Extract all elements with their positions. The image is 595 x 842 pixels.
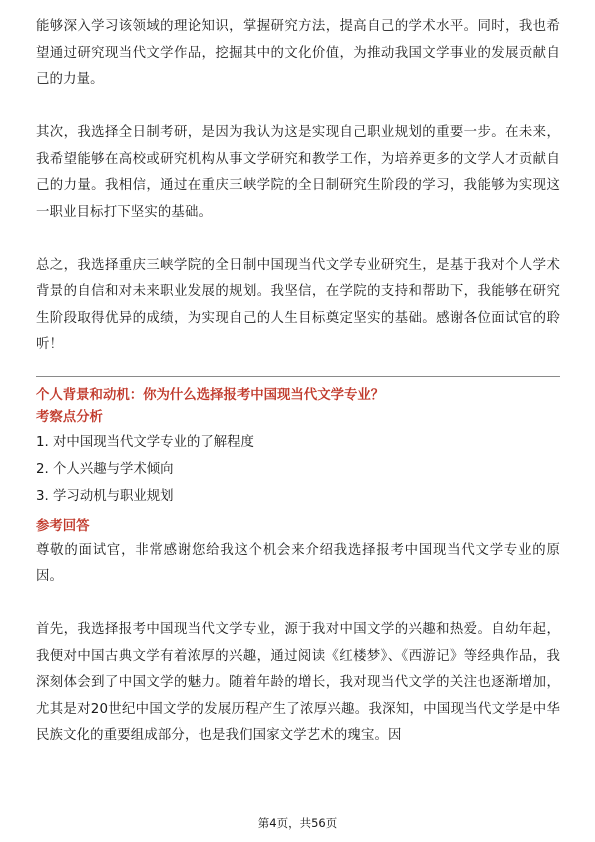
question-title: 个人背景和动机：你为什么选择报考中国现当代文学专业？ xyxy=(36,387,385,403)
paragraph-gap xyxy=(36,226,560,253)
answer-paragraph: 尊敬的面试官，非常感谢您给我这个机会来介绍我选择报考中国现当代文学专业的原因。 xyxy=(36,542,560,584)
page-footer: 第4页，共56页 xyxy=(257,816,338,830)
body-paragraph: 总之，我选择重庆三峡学院的全日制中国现当代文学专业研究生，是基于我对个人学术背景的自信和对未来职业发展的规划。我坚信，在学院的支持和帮助下，我能够在研究生阶段取得优异的成绩，为实现自己的人生目标奠定坚实的基础。感谢各位面试官的聆听！ xyxy=(36,257,560,352)
answer-heading: 参考回答 xyxy=(36,518,90,534)
list-item: 1. 对中国现当代文学专业的了解程度 xyxy=(36,434,254,450)
analysis-heading: 考察点分析 xyxy=(36,409,103,425)
body-paragraph: 其次，我选择全日制考研，是因为我认为这是实现自己职业规划的重要一步。在未来，我希望能够在高校或研究机构从事文学研究和教学工作，为培养更多的文学人才贡献自己的力量。我相信，通过在重庆三峡学院的全日制研究生阶段的学习，我能够为实现这一职业目标打下坚实的基础。 xyxy=(36,125,560,220)
analysis-list xyxy=(36,429,560,510)
document-page xyxy=(36,14,560,750)
answer-paragraph: 首先，我选择报考中国现当代文学专业，源于我对中国文学的兴趣和热爱。自幼年起，我便对中国古典文学有着浓厚的兴趣，通过阅读《红楼梦》、《西游记》等经典作品，我深刻体会到了中国文学的魅力。随着年龄的增长，我对现当代文学的关注也逐渐增加，尤其是对20世纪中国文学的发展历程产生了浓厚兴趣。我深知，中国现当代文学是中华民族文化的重要组成部分，也是我们国家文学艺术的瑰宝。因 xyxy=(36,622,560,743)
paragraph-gap xyxy=(36,94,560,121)
list-item: 2. 个人兴趣与学术倾向 xyxy=(36,461,174,477)
body-paragraph: 能够深入学习该领域的理论知识，掌握研究方法，提高自己的学术水平。同时，我也希望通过研究现当代文学作品，挖掘其中的文化价值，为推动我国文学事业的发展贡献自己的力量。 xyxy=(36,19,560,87)
list-item: 3. 学习动机与职业规划 xyxy=(36,488,174,504)
paragraph-gap xyxy=(36,591,560,618)
section-divider xyxy=(36,376,560,377)
